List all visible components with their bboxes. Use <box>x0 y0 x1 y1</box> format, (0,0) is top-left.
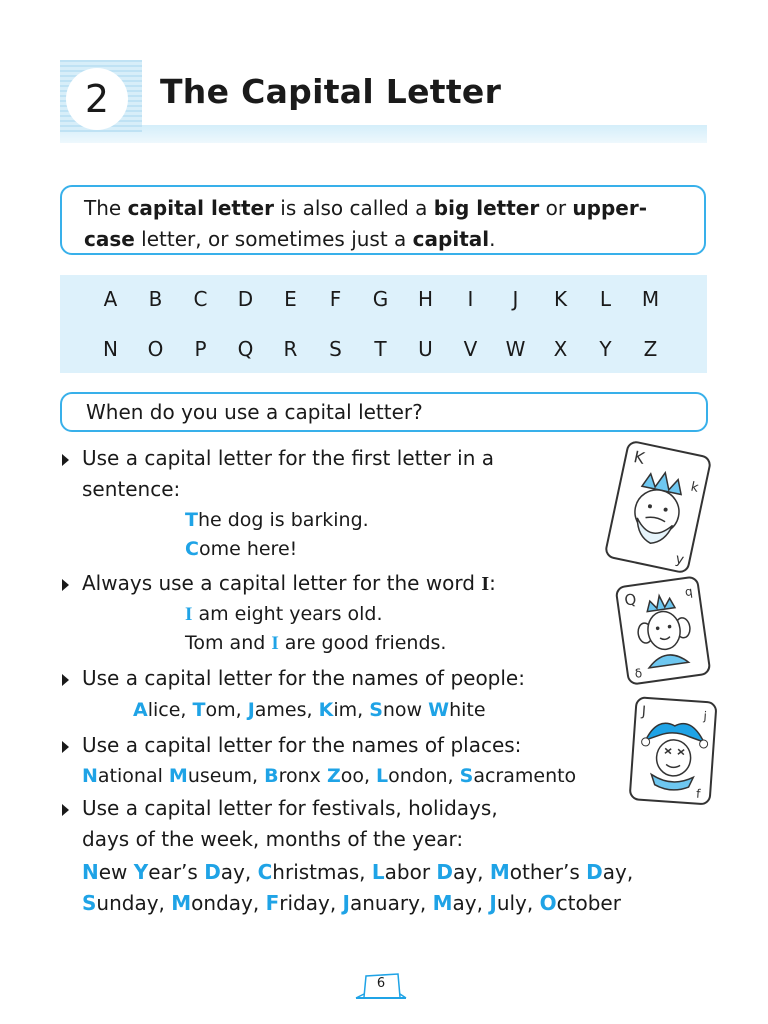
intro-text: . <box>489 227 496 251</box>
card-corner-text: k <box>689 479 700 496</box>
capital-highlight: L <box>371 860 385 884</box>
alphabet-letter: D <box>237 287 254 311</box>
intro-text: is also called a <box>273 196 434 220</box>
capital-highlight: Z <box>326 765 341 787</box>
rule-5-example-2 <box>82 891 621 915</box>
alphabet-letter: S <box>329 337 342 361</box>
rule-4-line: Use a capital letter for the names of places: <box>82 733 522 757</box>
example-text: ew <box>98 860 134 884</box>
bullet-triangle-icon <box>62 579 69 591</box>
rule-1-line-1: Use a capital letter for the first letter in a <box>82 446 495 470</box>
example-text: ondon, <box>388 765 460 787</box>
alphabet-letter: J <box>512 287 519 311</box>
capital-highlight: M <box>489 860 510 884</box>
example-text: ome here! <box>198 538 298 560</box>
alphabet-letter: L <box>599 287 612 311</box>
example-text: ear’s <box>148 860 205 884</box>
alphabet-letter: W <box>505 337 526 361</box>
bullet-triangle-icon <box>62 741 69 753</box>
example-text: are good friends. <box>278 632 447 654</box>
capital-highlight: M <box>432 891 453 915</box>
rule-text: Always use a capital letter for the word <box>82 571 482 595</box>
rule-1-example-1 <box>185 509 369 531</box>
capital-highlight: M <box>171 891 192 915</box>
capital-highlight: I <box>185 604 193 625</box>
alphabet-letter: T <box>374 337 387 361</box>
alphabet-letter: V <box>463 337 478 361</box>
bullet-triangle-icon <box>62 674 69 686</box>
example-text: lice, <box>147 699 193 721</box>
card-corner-text: Q <box>623 590 638 610</box>
example-text: he dog is barking. <box>197 509 369 531</box>
example-text: ctober <box>556 891 621 915</box>
capital-highlight: C <box>185 538 199 560</box>
alphabet-row-1 <box>88 287 673 311</box>
example-text: other’s <box>509 860 587 884</box>
rule-1-example-2 <box>185 538 297 560</box>
capital-highlight: A <box>133 699 148 721</box>
intro-text: letter, or sometimes just a <box>134 227 413 251</box>
page-number: 6 <box>376 976 386 991</box>
example-text: Tom and <box>185 632 272 654</box>
capital-highlight: B <box>264 765 279 787</box>
rule-5-example-1 <box>82 860 633 884</box>
alphabet-letter: Y <box>599 337 612 361</box>
alphabet-letter: G <box>372 287 389 311</box>
capital-highlight: D <box>586 860 603 884</box>
alphabet-letter: P <box>194 337 207 361</box>
capital-highlight: T <box>185 509 198 531</box>
example-text: im, <box>333 699 370 721</box>
alphabet-letter: N <box>103 337 118 361</box>
alphabet-letter: C <box>193 287 208 311</box>
card-corner-text: j <box>703 708 708 724</box>
intro-box <box>60 185 706 255</box>
intro-bold: big letter <box>433 196 540 220</box>
capital-highlight: L <box>376 765 389 787</box>
capital-highlight: J <box>489 891 497 915</box>
example-text: ay, <box>453 860 490 884</box>
alphabet-letter: R <box>283 337 298 361</box>
example-text: ames, <box>254 699 319 721</box>
alphabet-letter: A <box>103 287 118 311</box>
example-text: oo, <box>340 765 377 787</box>
example-text: ronx <box>278 765 327 787</box>
rule-1-line-2: sentence: <box>82 477 181 501</box>
example-text: hite <box>449 699 486 721</box>
capital-highlight: S <box>459 765 474 787</box>
alphabet-letter: I <box>467 287 474 311</box>
example-text: am eight years old. <box>192 603 383 625</box>
intro-text: The <box>84 196 128 220</box>
example-text: uly, <box>496 891 540 915</box>
alphabet-letter: Z <box>643 337 658 361</box>
rule-4-examples <box>82 765 576 787</box>
intro-bold: case <box>84 227 135 251</box>
card-corner-text: f <box>695 786 701 801</box>
jack-card-icon <box>625 696 725 808</box>
example-text: onday, <box>191 891 266 915</box>
capital-highlight: N <box>82 860 99 884</box>
example-text: om, <box>205 699 248 721</box>
card-corner-text: δ <box>633 665 644 681</box>
rule-3-line: Use a capital letter for the names of people: <box>82 666 525 690</box>
example-text: ay, <box>602 860 634 884</box>
capital-highlight: F <box>265 891 280 915</box>
intro-text: or <box>539 196 573 220</box>
chapter-number: 2 <box>66 68 128 130</box>
capital-highlight: O <box>539 891 557 915</box>
intro-bold: upper- <box>572 196 648 220</box>
header-band <box>60 125 707 143</box>
rule-2-example-1 <box>185 603 383 626</box>
king-card-icon <box>598 440 718 575</box>
capital-highlight: D <box>204 860 221 884</box>
rule-text: : <box>489 571 496 595</box>
capital-highlight: M <box>168 765 188 787</box>
capital-highlight: W <box>428 699 450 721</box>
example-text: unday, <box>96 891 172 915</box>
alphabet-letter: X <box>553 337 568 361</box>
bullet-triangle-icon <box>62 804 69 816</box>
question-box: When do you use a capital letter? <box>60 392 708 432</box>
alphabet-letter: E <box>284 287 297 311</box>
example-text: riday, <box>279 891 343 915</box>
alphabet-letter: U <box>418 337 433 361</box>
example-text: hristmas, <box>272 860 372 884</box>
rule-5-line-2: days of the week, months of the year: <box>82 827 464 851</box>
capital-highlight: S <box>82 891 97 915</box>
capital-highlight: N <box>82 765 98 787</box>
alphabet-row-2 <box>88 337 673 361</box>
page-title: The Capital Letter <box>160 72 502 111</box>
example-text: ational <box>97 765 169 787</box>
rule-5-line-1: Use a capital letter for festivals, holidays, <box>82 796 498 820</box>
intro-bold: capital letter <box>127 196 274 220</box>
example-text: abor <box>384 860 437 884</box>
example-text: useum, <box>187 765 265 787</box>
alphabet-letter: O <box>147 337 164 361</box>
example-text: ay, <box>220 860 258 884</box>
example-text: ay, <box>452 891 490 915</box>
alphabet-letter: Q <box>237 337 254 361</box>
bullet-triangle-icon <box>62 454 69 466</box>
example-text: anuary, <box>350 891 433 915</box>
alphabet-letter: M <box>641 287 660 311</box>
rule-3-examples <box>133 699 486 721</box>
capital-highlight: S <box>369 699 383 721</box>
card-corner-text: J <box>641 703 647 720</box>
rule-2-line <box>82 571 496 596</box>
queen-card-icon <box>612 575 722 685</box>
intro-bold: capital <box>412 227 490 251</box>
card-corner-text: q <box>683 584 694 600</box>
example-text: now <box>382 699 429 721</box>
capital-highlight: D <box>436 860 454 884</box>
capital-highlight: T <box>192 699 206 721</box>
example-text: acramento <box>473 765 577 787</box>
alphabet-letter: H <box>417 287 434 311</box>
alphabet-letter: K <box>553 287 568 311</box>
capital-highlight: Y <box>133 860 149 884</box>
capital-highlight: I <box>271 633 279 654</box>
alphabet-letter: F <box>329 287 342 311</box>
capital-highlight: C <box>257 860 273 884</box>
word-i: I <box>481 573 490 595</box>
capital-highlight: J <box>342 891 350 915</box>
alphabet-letter: B <box>148 287 163 311</box>
capital-highlight: K <box>318 699 334 721</box>
capital-highlight: J <box>247 699 255 721</box>
rule-2-example-2 <box>185 632 446 655</box>
card-corner-text: y <box>673 550 686 569</box>
card-corner-text: K <box>632 447 647 468</box>
